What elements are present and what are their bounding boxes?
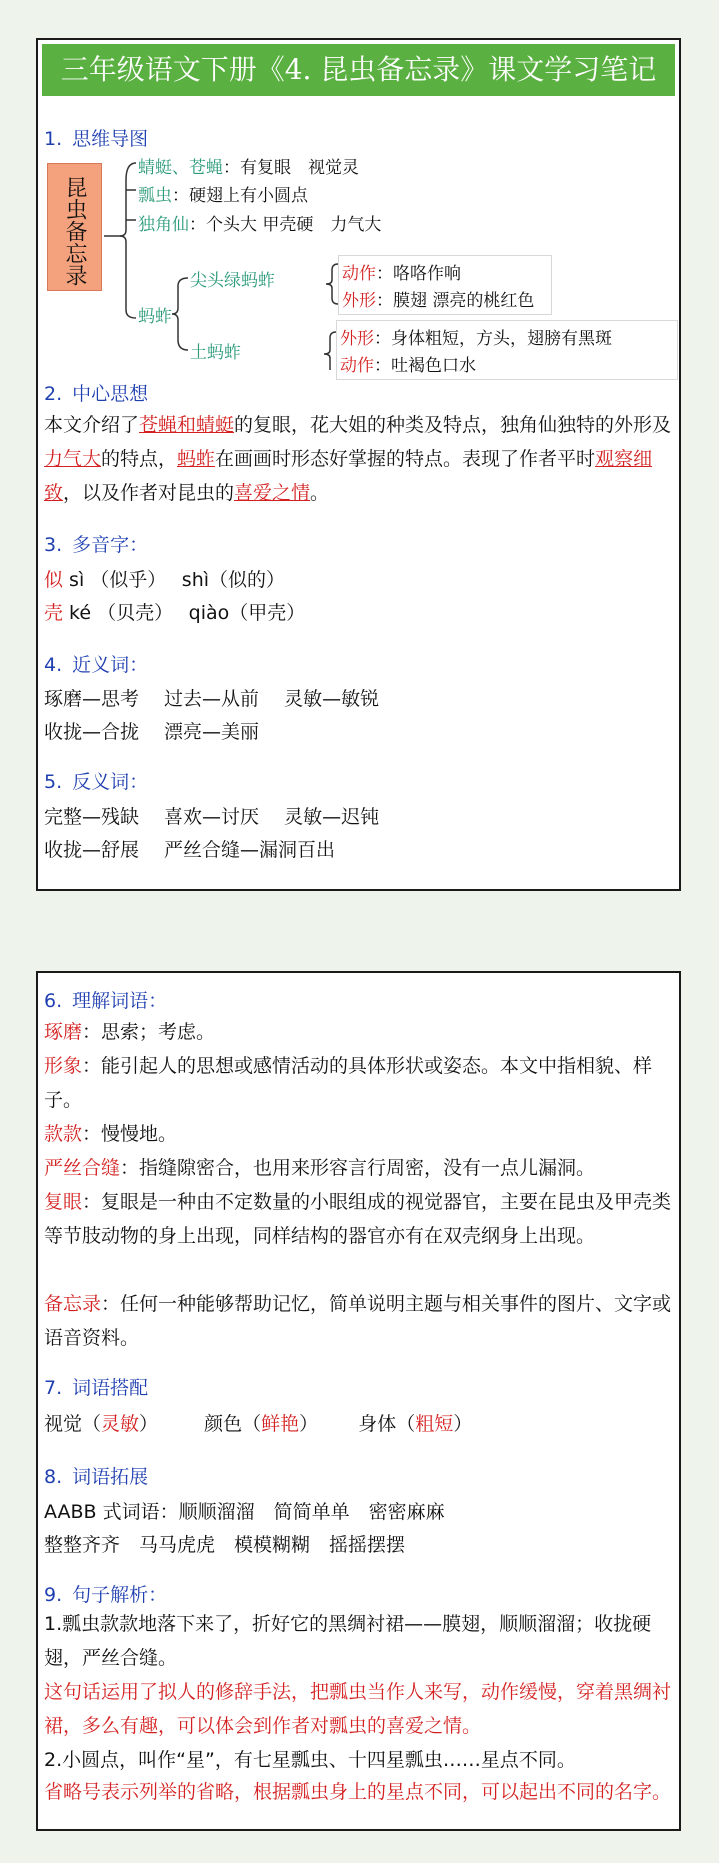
green-grasshopper-action: 动作：咯咯作响: [342, 264, 461, 284]
earth-grasshopper-shape: 外形：身体粗短，方头，翅膀有黑斑: [340, 329, 612, 349]
notes-card-1: [36, 38, 681, 891]
sub-green-grasshopper: 尖头绿蚂蚱: [190, 271, 275, 291]
branch-ladybug: 瓢虫：硬翅上有小圆点: [138, 186, 308, 206]
section-heading-sentence-analysis: 9. 句子解析：: [44, 1584, 168, 1606]
vocabulary-entry-2: 形象：能引起人的思想或感情活动的具体形状或姿态。本文中指相貌、样子。: [44, 1055, 653, 1111]
branch-grasshopper: 蚂蚱: [138, 307, 172, 327]
antonyms-row-2: 收拢—舒展 严丝合缝—漏洞百出: [44, 839, 336, 861]
vocabulary-entry-4: 严丝合缝：指缝隙密合，也用来形容言行周密，没有一点儿漏洞。: [44, 1157, 596, 1179]
section-heading-polyphone: 3. 多音字：: [44, 534, 149, 556]
sentence-1: 1.瓢虫款款地落下来了，折好它的黑绸衬裙——膜翅，顺顺溜溜；收拢硬翅，严丝合缝。: [44, 1613, 652, 1669]
section-heading-synonyms: 4. 近义词：: [44, 654, 149, 676]
vocabulary-entry-3: 款款：慢慢地。: [44, 1123, 178, 1145]
section-heading-collocation: 7. 词语搭配: [44, 1377, 149, 1399]
sentence-1-analysis: 这句话运用了拟人的修辞手法，把瓢虫当作人来写，动作缓慢，穿着黑绸衬裙，多么有趣，可以体会到作者对瓢虫的喜爱之情。: [44, 1681, 672, 1737]
mind-map-root: 昆虫备忘录: [47, 163, 102, 291]
earth-grasshopper-action: 动作：吐褐色口水: [340, 356, 476, 376]
synonyms-row-2: 收拢—合拢 漂亮—美丽: [44, 721, 260, 743]
section-heading-expansion: 8. 词语拓展: [44, 1466, 149, 1488]
expansion-row-2: 整整齐齐 马马虎虎 模模糊糊 摇摇摆摆: [44, 1534, 406, 1556]
section-heading-mindmap: 1. 思维导图: [44, 128, 149, 150]
collocation-row: 视觉（灵敏） 颜色（鲜艳） 身体（粗短）: [44, 1413, 473, 1435]
vocabulary-entry-6: 备忘录：任何一种能够帮助记忆，简单说明主题与相关事件的图片、文字或语音资料。: [44, 1293, 672, 1349]
polyphone-row-1: 似 sì （似乎） shì（似的）: [44, 569, 286, 591]
page-title: 三年级语文下册《4. 昆虫备忘录》课文学习笔记: [42, 44, 675, 96]
vocabulary-entry-1: 琢磨：思索；考虑。: [44, 1021, 216, 1043]
central-idea-paragraph: 本文介绍了苍蝇和蜻蜓的复眼，花大姐的种类及特点，独角仙独特的外形及力气大的特点，蚂蚱在画画时形态好掌握的特点。表现了作者平时观察细致，以及作者对昆虫的喜爱之情。: [44, 414, 672, 504]
synonyms-row-1: 琢磨—思考 过去—从前 灵敏—敏锐: [44, 688, 380, 710]
branch-dragonfly: 蜻蜓、苍蝇：有复眼 视觉灵: [138, 158, 359, 178]
antonyms-row-1: 完整—残缺 喜欢—讨厌 灵敏—迟钝: [44, 806, 380, 828]
green-grasshopper-shape: 外形：膜翅 漂亮的桃红色: [342, 291, 535, 311]
section-heading-vocabulary: 6. 理解词语：: [44, 990, 168, 1012]
polyphone-row-2: 壳 ké （贝壳） qiào（甲壳）: [44, 602, 306, 624]
branch-rhino-beetle: 独角仙：个头大 甲壳硬 力气大: [138, 215, 382, 235]
sentence-2-analysis: 省略号表示列举的省略，根据瓢虫身上的星点不同，可以起出不同的名字。: [44, 1781, 672, 1803]
section-heading-antonyms: 5. 反义词：: [44, 771, 149, 793]
expansion-row-1: AABB 式词语：顺顺溜溜 简简单单 密密麻麻: [44, 1501, 445, 1523]
notes-card-2: [36, 971, 681, 1831]
section-heading-central-idea: 2. 中心思想: [44, 383, 149, 405]
vocabulary-entry-5: 复眼：复眼是一种由不定数量的小眼组成的视觉器官，主要在昆虫及甲壳类等节肢动物的身上出现，同样结构的器官亦有在双壳纲身上出现。: [44, 1191, 672, 1247]
sentence-2: 2.小圆点，叫作“星”，有七星瓢虫、十四星瓢虫……星点不同。: [44, 1749, 576, 1771]
sub-earth-grasshopper: 土蚂蚱: [190, 343, 241, 363]
